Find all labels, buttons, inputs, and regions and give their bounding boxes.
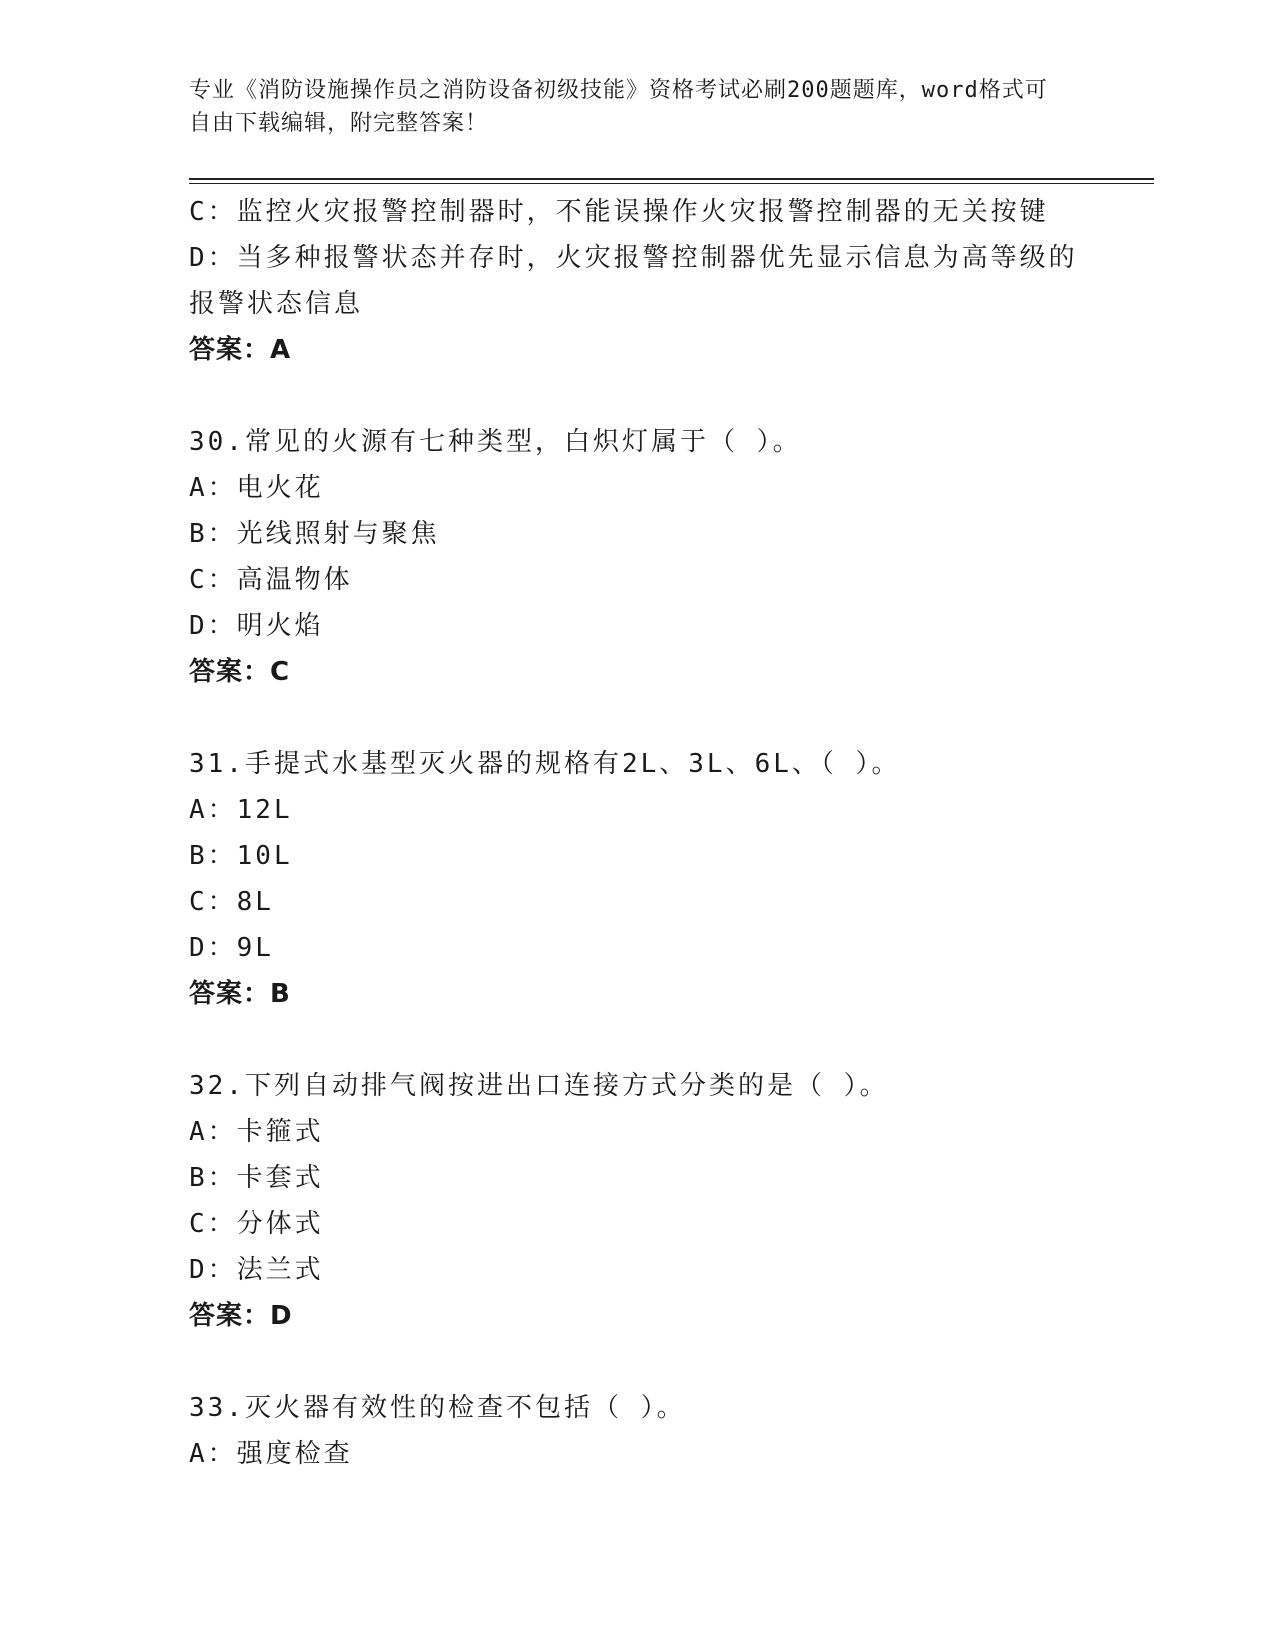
question-list <box>189 189 1089 1477</box>
answer: 答案：B <box>189 979 291 1009</box>
option-c: C：分体式 <box>189 1209 324 1239</box>
option-a: A：强度检查 <box>189 1439 353 1469</box>
spacer <box>189 373 1089 419</box>
option-b: B：10L <box>189 841 293 871</box>
question-stem: 31.手提式水基型灭火器的规格有2L、3L、6L、（ ）。 <box>189 749 901 779</box>
option-d: D：9L <box>189 933 274 963</box>
option-c: C：监控火灾报警控制器时，不能误操作火灾报警控制器的无关按键 <box>189 197 1049 227</box>
header-divider-thin <box>189 183 1154 184</box>
answer: 答案：D <box>189 1301 293 1331</box>
option-a: A：12L <box>189 795 293 825</box>
question-stem: 32.下列自动排气阀按进出口连接方式分类的是（ ）。 <box>189 1071 889 1101</box>
option-d: D：当多种报警状态并存时，火灾报警控制器优先显示信息为高等级的报警状态信息 <box>189 243 1078 319</box>
spacer <box>189 695 1089 741</box>
question-stem: 30.常见的火源有七种类型，白炽灯属于（ ）。 <box>189 427 802 457</box>
question-stem: 33.灭火器有效性的检查不包括（ ）。 <box>189 1393 686 1423</box>
option-d: D：明火焰 <box>189 611 324 641</box>
option-a: A：卡箍式 <box>189 1117 324 1147</box>
answer: 答案：A <box>189 335 292 365</box>
header-divider <box>189 178 1154 180</box>
option-d: D：法兰式 <box>189 1255 324 1285</box>
answer: 答案：C <box>189 657 291 687</box>
spacer <box>189 1339 1089 1385</box>
option-c: C：高温物体 <box>189 565 353 595</box>
option-a: A：电火花 <box>189 473 324 503</box>
option-b: B：卡套式 <box>189 1163 324 1193</box>
option-b: B：光线照射与聚焦 <box>189 519 440 549</box>
spacer <box>189 1017 1089 1063</box>
document-header: 专业《消防设施操作员之消防设备初级技能》资格考试必刷200题题库，word格式可自由下载编辑，附完整答案！ <box>189 78 1048 136</box>
option-c: C：8L <box>189 887 274 917</box>
